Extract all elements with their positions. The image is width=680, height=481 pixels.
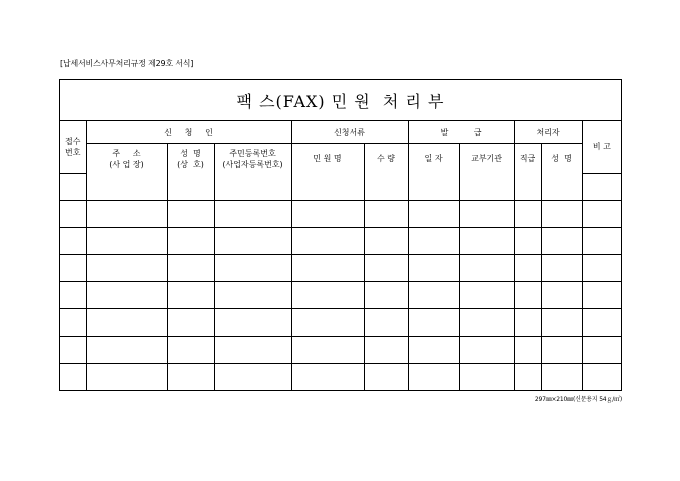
entry-cell[interactable] bbox=[214, 309, 291, 336]
title-row bbox=[60, 80, 621, 121]
entry-cell[interactable] bbox=[167, 336, 214, 363]
entry-cell[interactable] bbox=[214, 363, 291, 390]
entry-cell[interactable] bbox=[408, 363, 459, 390]
entry-cell[interactable] bbox=[86, 228, 167, 255]
entry-cell[interactable] bbox=[408, 309, 459, 336]
entry-cell[interactable] bbox=[86, 363, 167, 390]
entry-cell[interactable] bbox=[541, 228, 582, 255]
header-handler-name: 성 명 bbox=[541, 144, 582, 174]
entry-cell[interactable] bbox=[514, 336, 541, 363]
paper-spec-note: 297㎜×210㎜(신문용지 54ｇ/㎡) bbox=[534, 396, 622, 403]
header-receipt-no: 접수 번호 bbox=[60, 121, 86, 173]
entry-cell[interactable] bbox=[86, 336, 167, 363]
header-document-name: 민 원 명 bbox=[291, 144, 364, 174]
header-row-1 bbox=[60, 121, 621, 144]
header-applicant: 신 청 인 bbox=[86, 121, 291, 144]
entry-cell[interactable] bbox=[514, 282, 541, 309]
header-registration-no: 주민등록번호 (사업자등록번호) bbox=[214, 144, 291, 174]
header-remarks: 비 고 bbox=[582, 121, 621, 173]
table-row bbox=[60, 282, 621, 309]
entry-cell[interactable] bbox=[214, 200, 291, 227]
entry-cell[interactable] bbox=[541, 363, 582, 390]
entry-cell[interactable] bbox=[167, 255, 214, 282]
entry-cell[interactable] bbox=[167, 309, 214, 336]
header-address: 주 소 (사 업 장) bbox=[86, 144, 167, 174]
entry-cell[interactable] bbox=[514, 255, 541, 282]
entry-cell[interactable] bbox=[60, 200, 86, 227]
header-documents: 신청서류 bbox=[291, 121, 408, 144]
entry-cell[interactable] bbox=[214, 282, 291, 309]
entry-cell[interactable] bbox=[408, 228, 459, 255]
entry-cell[interactable] bbox=[60, 228, 86, 255]
entry-cell[interactable] bbox=[541, 336, 582, 363]
header-issue-agency: 교부기관 bbox=[459, 144, 514, 174]
entry-cell[interactable] bbox=[459, 173, 514, 200]
entry-cell[interactable] bbox=[364, 200, 408, 227]
entry-cell[interactable] bbox=[86, 200, 167, 227]
register-table bbox=[60, 121, 621, 390]
form-reference: [납세서비스사무처리규정 제29호 서식] bbox=[60, 59, 194, 68]
entry-cell[interactable] bbox=[364, 228, 408, 255]
entry-cell[interactable] bbox=[459, 336, 514, 363]
entry-cell[interactable] bbox=[541, 282, 582, 309]
entry-cell[interactable] bbox=[167, 228, 214, 255]
entry-cell[interactable] bbox=[60, 363, 86, 390]
form-title: 팩 스(FAX) 민 원 처 리 부 bbox=[236, 91, 445, 111]
entry-cell[interactable] bbox=[582, 173, 621, 200]
entry-cell[interactable] bbox=[214, 336, 291, 363]
entry-cell[interactable] bbox=[541, 200, 582, 227]
entry-cell[interactable] bbox=[291, 363, 364, 390]
entry-cell[interactable] bbox=[291, 255, 364, 282]
entry-cell[interactable] bbox=[364, 282, 408, 309]
entry-cell[interactable] bbox=[582, 309, 621, 336]
entry-cell[interactable] bbox=[582, 200, 621, 227]
entry-cell[interactable] bbox=[541, 255, 582, 282]
entry-cell[interactable] bbox=[86, 173, 167, 200]
entry-cell[interactable] bbox=[214, 228, 291, 255]
entry-cell[interactable] bbox=[582, 336, 621, 363]
entry-cell[interactable] bbox=[459, 282, 514, 309]
entry-cell[interactable] bbox=[214, 173, 291, 200]
entry-cell[interactable] bbox=[167, 173, 214, 200]
entry-cell[interactable] bbox=[408, 255, 459, 282]
entry-cell[interactable] bbox=[582, 363, 621, 390]
header-name: 성 명 (상 호) bbox=[167, 144, 214, 174]
entry-cell[interactable] bbox=[60, 336, 86, 363]
entry-cell[interactable] bbox=[86, 255, 167, 282]
table-row bbox=[60, 255, 621, 282]
entry-cell[interactable] bbox=[514, 309, 541, 336]
entry-cell[interactable] bbox=[291, 282, 364, 309]
entry-cell[interactable] bbox=[459, 309, 514, 336]
entry-cell[interactable] bbox=[167, 282, 214, 309]
entry-cell[interactable] bbox=[459, 228, 514, 255]
table-row bbox=[60, 336, 621, 363]
entry-cell[interactable] bbox=[291, 173, 364, 200]
entry-cell[interactable] bbox=[291, 228, 364, 255]
header-issue-date: 일 자 bbox=[408, 144, 459, 174]
entry-cell[interactable] bbox=[541, 173, 582, 200]
header-handler: 처리자 bbox=[514, 121, 582, 144]
header-quantity: 수 량 bbox=[364, 144, 408, 174]
table-row bbox=[60, 363, 621, 390]
entry-cell[interactable] bbox=[60, 309, 86, 336]
entry-cell[interactable] bbox=[364, 255, 408, 282]
entry-cell[interactable] bbox=[167, 200, 214, 227]
header-handler-rank: 직급 bbox=[514, 144, 541, 174]
entry-cell[interactable] bbox=[582, 282, 621, 309]
entry-cell[interactable] bbox=[60, 255, 86, 282]
entry-cell[interactable] bbox=[291, 200, 364, 227]
entry-cell[interactable] bbox=[408, 336, 459, 363]
entry-cell[interactable] bbox=[364, 173, 408, 200]
entry-cell[interactable] bbox=[514, 228, 541, 255]
entry-cell[interactable] bbox=[86, 282, 167, 309]
entry-cell[interactable] bbox=[408, 282, 459, 309]
entry-cell[interactable] bbox=[86, 309, 167, 336]
entry-cell[interactable] bbox=[291, 336, 364, 363]
table-row bbox=[60, 173, 621, 200]
table-row bbox=[60, 200, 621, 227]
entry-cell[interactable] bbox=[541, 309, 582, 336]
entry-cell[interactable] bbox=[582, 228, 621, 255]
entry-cell[interactable] bbox=[364, 363, 408, 390]
fax-register-form bbox=[59, 79, 622, 391]
entry-cell[interactable] bbox=[459, 363, 514, 390]
table-row bbox=[60, 309, 621, 336]
entry-cell[interactable] bbox=[60, 173, 86, 200]
entry-cell[interactable] bbox=[408, 200, 459, 227]
header-row-2 bbox=[60, 144, 621, 174]
entry-cell[interactable] bbox=[514, 363, 541, 390]
entry-cell[interactable] bbox=[459, 255, 514, 282]
entry-cell[interactable] bbox=[364, 309, 408, 336]
entry-cell[interactable] bbox=[291, 309, 364, 336]
entry-cell[interactable] bbox=[214, 255, 291, 282]
entry-cell[interactable] bbox=[364, 336, 408, 363]
table-row bbox=[60, 228, 621, 255]
entry-cell[interactable] bbox=[514, 200, 541, 227]
entry-cell[interactable] bbox=[459, 200, 514, 227]
entry-cell[interactable] bbox=[582, 255, 621, 282]
header-issue: 발 급 bbox=[408, 121, 514, 144]
register-body bbox=[60, 173, 621, 390]
entry-cell[interactable] bbox=[167, 363, 214, 390]
entry-cell[interactable] bbox=[408, 173, 459, 200]
entry-cell[interactable] bbox=[514, 173, 541, 200]
entry-cell[interactable] bbox=[60, 282, 86, 309]
